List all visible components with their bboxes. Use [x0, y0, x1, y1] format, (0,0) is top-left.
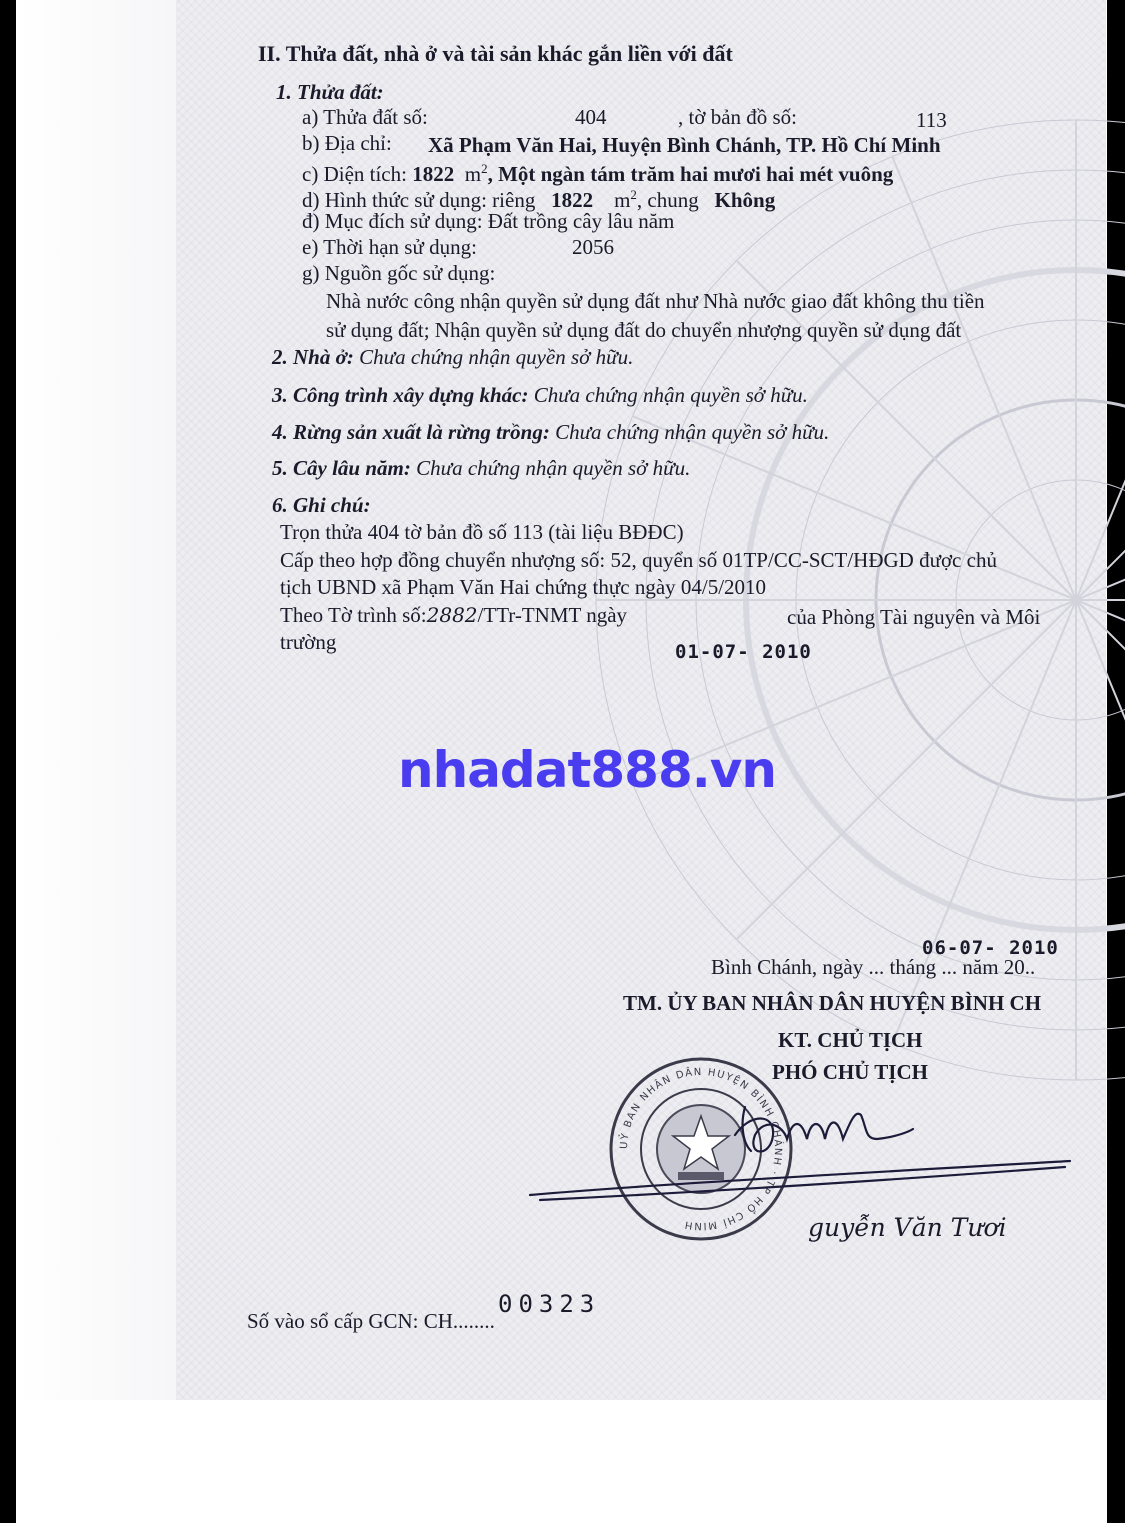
notes-heading: 6. Ghi chú:: [272, 493, 371, 517]
area-words: , Một ngàn tám trăm hai mươi hai mét vuông: [487, 162, 894, 186]
forest-heading: 4. Rừng sản xuất là rừng trồng:: [272, 420, 550, 444]
area-unit-exponent: 2: [481, 161, 488, 176]
perennial-row: [272, 456, 690, 480]
registry-number: 00323: [498, 1290, 601, 1318]
watermark: nhadat888.vn: [398, 741, 776, 799]
page-margin: [16, 0, 176, 1400]
term-value: 2056: [572, 235, 614, 259]
usage-private-area: 1822: [551, 188, 594, 212]
construction-heading: 3. Công trình xây dựng khác:: [272, 383, 529, 407]
report-label: Theo Tờ trình số:: [280, 603, 427, 627]
registry-label: Số vào sổ cấp GCN: CH........: [247, 1309, 495, 1333]
seal-ring-text: UỶ BAN NHÂN DÂN HUYỆN BÌNH CHÁNH · TP HỒ CHÍ MINH: [618, 1066, 784, 1232]
area-value: 1822: [412, 162, 455, 186]
address-label: b) Địa chỉ:: [302, 131, 392, 155]
usage-shared-value: Không: [714, 188, 776, 212]
report-number-handwritten: 2882: [426, 603, 478, 627]
notes-line-3: tịch UBND xã Phạm Văn Hai chứng thực ngày 04/5/2010: [280, 575, 767, 599]
handwritten-signature: [525, 1095, 1085, 1215]
perennial-value: Chưa chứng nhận quyền sở hữu.: [416, 456, 691, 480]
notes-line-4-agency: của Phòng Tài nguyên và Môi: [787, 605, 1041, 629]
issuing-authority: TM. ỦY BAN NHÂN DÂN HUYỆN BÌNH CH: [623, 991, 1042, 1015]
usage-form-label: d) Hình thức sử dụng: riêng: [302, 188, 536, 212]
notes-line-1: Trọn thửa 404 tờ bản đồ số 113 (tài liệu BĐĐC): [280, 520, 684, 544]
forest-row: [272, 420, 829, 444]
map-sheet-label: , tờ bản đồ số:: [678, 105, 798, 129]
signer-role-2: PHÓ CHỦ TỊCH: [772, 1060, 928, 1084]
area-row: [302, 157, 893, 186]
origin-line-2: sử dụng đất; Nhận quyền sử dụng đất do chuyển nhượng quyền sử dụng đất: [326, 318, 962, 342]
construction-row: [272, 383, 808, 407]
section-title: II. Thửa đất, nhà ở và tài sản khác gắn liền với đất: [258, 41, 733, 66]
perennial-heading: 5. Cây lâu năm:: [272, 456, 411, 480]
left-border: [0, 0, 16, 1523]
area-unit: m: [464, 162, 482, 186]
signer-name: guyễn Văn Tươi: [808, 1213, 1007, 1242]
usage-form-row: [302, 183, 775, 212]
usage-unit: m: [614, 188, 631, 212]
construction-value: Chưa chứng nhận quyền sở hữu.: [533, 383, 808, 407]
forest-value: Chưa chứng nhận quyền sở hữu.: [555, 420, 830, 444]
report-suffix: /TTr-TNMT ngày: [477, 603, 628, 627]
notes-line-4: [280, 603, 627, 627]
notes-line-2: Cấp theo hợp đồng chuyển nhượng số: 52, quyển số 01TP/CC-SCT/HĐGD được chủ: [280, 548, 997, 572]
notes-stamp-date: 01-07- 2010: [675, 641, 812, 663]
origin-label: g) Nguồn gốc sử dụng:: [302, 261, 496, 285]
parcel-label: a) Thửa đất số:: [302, 105, 428, 129]
parcel-number: 404: [575, 105, 607, 129]
house-row: [272, 345, 633, 369]
usage-unit-exponent: 2: [630, 187, 637, 202]
notes-line-5: trường: [280, 630, 337, 654]
term-label: e) Thời hạn sử dụng:: [302, 235, 477, 259]
usage-purpose: đ) Mục đích sử dụng: Đất trồng cây lâu năm: [302, 209, 675, 233]
address-value: Xã Phạm Văn Hai, Huyện Bình Chánh, TP. Hồ Chí Minh: [428, 133, 941, 157]
house-heading: 2. Nhà ở:: [272, 345, 354, 369]
usage-shared-label: , chung: [636, 188, 699, 212]
signing-stamp-date: 06-07- 2010: [922, 937, 1059, 959]
map-sheet-number: 113: [916, 108, 947, 132]
origin-line-1: Nhà nước công nhận quyền sử dụng đất như Nhà nước giao đất không thu tiền: [326, 289, 985, 313]
house-value: Chưa chứng nhận quyền sở hữu.: [359, 345, 634, 369]
signer-role-1: KT. CHỦ TỊCH: [778, 1028, 923, 1052]
place-and-date: Bình Chánh, ngày ... tháng ... năm 20..: [711, 955, 1036, 979]
land-heading: 1. Thửa đất:: [276, 80, 384, 104]
area-label: c) Diện tích:: [302, 162, 407, 186]
